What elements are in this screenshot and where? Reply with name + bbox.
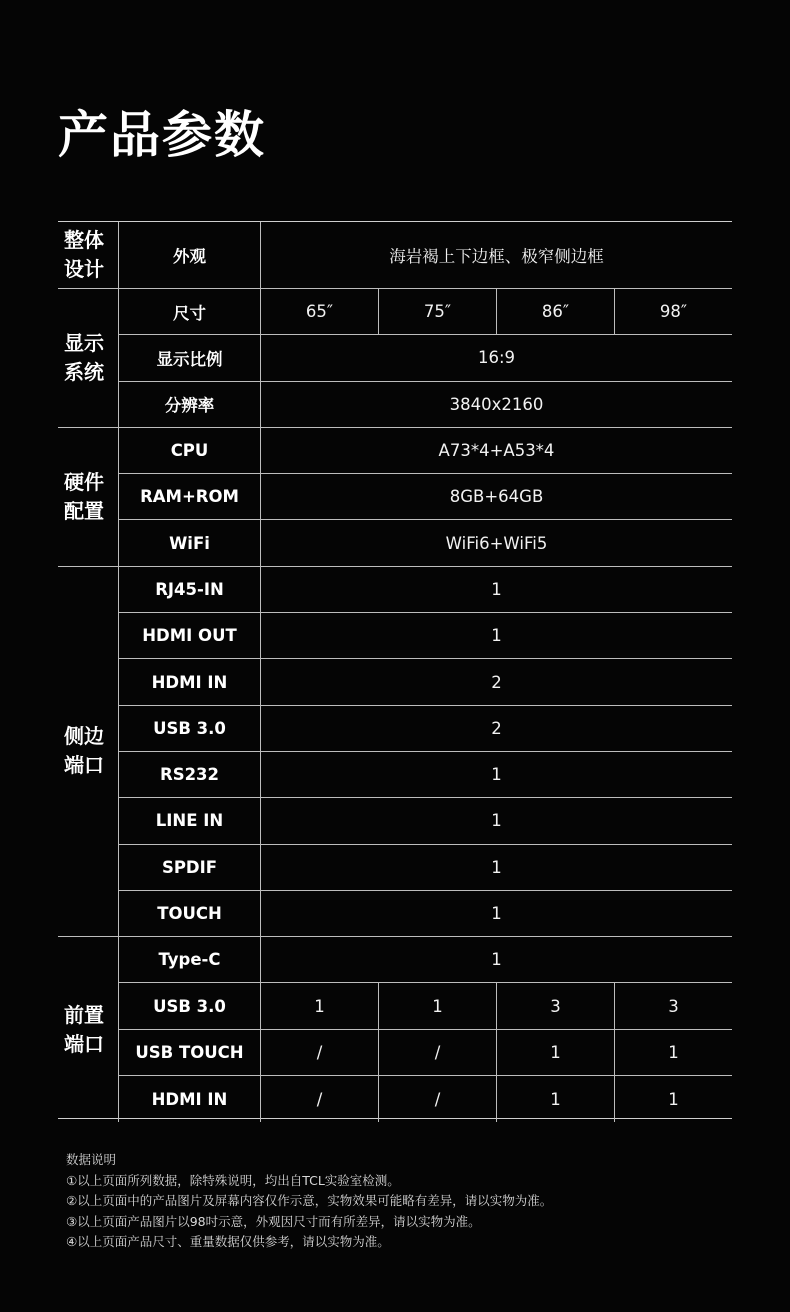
label-resolution: 分辨率 [118,382,260,428]
data-notes [66,1150,552,1253]
note-item: ④以上页面产品尺寸、重量数据仅供参考，请以实物为准。 [66,1234,390,1249]
note-item: ②以上页面中的产品图片及屏幕内容仅作示意，实物效果可能略有差异，请以实物为准。 [66,1193,553,1208]
value-front-hdmi-in-86: 1 [496,1076,614,1122]
value-cpu: A73*4+A53*4 [260,428,732,474]
page-title: 产品参数 [58,106,266,164]
group-display-system: 显示 系统 [58,289,118,428]
value-side-usb3: 2 [260,706,732,752]
group-hardware-config: 硬件 配置 [58,428,118,567]
value-side-hdmi-in: 2 [260,659,732,705]
value-spdif: 1 [260,845,732,891]
value-usb-touch-75: / [378,1030,496,1076]
value-aspect-ratio: 16:9 [260,335,732,381]
label-rs232: RS232 [118,752,260,798]
value-touch: 1 [260,891,732,937]
value-usb-touch-65: / [260,1030,378,1076]
value-hdmi-out: 1 [260,613,732,659]
label-usb-touch: USB TOUCH [118,1030,260,1076]
value-front-hdmi-in-98: 1 [614,1076,732,1122]
label-wifi: WiFi [118,520,260,566]
label-front-hdmi-in: HDMI IN [118,1076,260,1122]
value-front-hdmi-in-75: / [378,1076,496,1122]
value-rs232: 1 [260,752,732,798]
label-front-usb3: USB 3.0 [118,983,260,1029]
label-touch: TOUCH [118,891,260,937]
group-overall-design: 整体 设计 [58,222,118,289]
label-hdmi-out: HDMI OUT [118,613,260,659]
group-front-ports: 前置 端口 [64,1002,104,1056]
value-front-usb3-75: 1 [378,983,496,1029]
note-item: ①以上页面所列数据，除特殊说明，均出自TCL实验室检测。 [66,1172,400,1188]
value-front-usb3-98: 3 [614,983,732,1029]
label-type-c: Type-C [118,937,260,983]
value-type-c: 1 [260,937,732,983]
label-aspect-ratio: 显示比例 [118,335,260,381]
value-size-65: 65″ [260,289,378,335]
note-item: ③以上页面产品图片以98吋示意，外观因尺寸而有所差异，请以实物为准。 [66,1213,481,1229]
label-cpu: CPU [118,428,260,474]
value-size-75: 75″ [378,289,496,335]
value-usb-touch-86: 1 [496,1030,614,1076]
value-rj45-in: 1 [260,567,732,613]
value-usb-touch-98: 1 [614,1030,732,1076]
value-memory: 8GB+64GB [260,474,732,520]
label-line-in: LINE IN [118,798,260,844]
value-line-in: 1 [260,798,732,844]
value-wifi: WiFi6+WiFi5 [260,520,732,566]
label-side-hdmi-in: HDMI IN [118,659,260,705]
label-size: 尺寸 [118,289,260,335]
label-memory: RAM+ROM [118,474,260,520]
label-rj45-in: RJ45-IN [118,567,260,613]
notes-heading: 数据说明 [66,1152,117,1167]
label-side-usb3: USB 3.0 [118,706,260,752]
label-spdif: SPDIF [118,845,260,891]
value-front-usb3-86: 3 [496,983,614,1029]
value-size-98: 98″ [614,289,732,335]
value-front-usb3-65: 1 [260,983,378,1029]
group-side-ports: 侧边 端口 [58,567,118,937]
value-appearance: 海岩褐上下边框、极窄侧边框 [260,222,732,289]
value-front-hdmi-in-65: / [260,1076,378,1122]
value-resolution: 3840x2160 [260,382,732,428]
label-appearance: 外观 [118,222,260,289]
value-size-86: 86″ [496,289,614,335]
spec-table [58,221,732,1119]
